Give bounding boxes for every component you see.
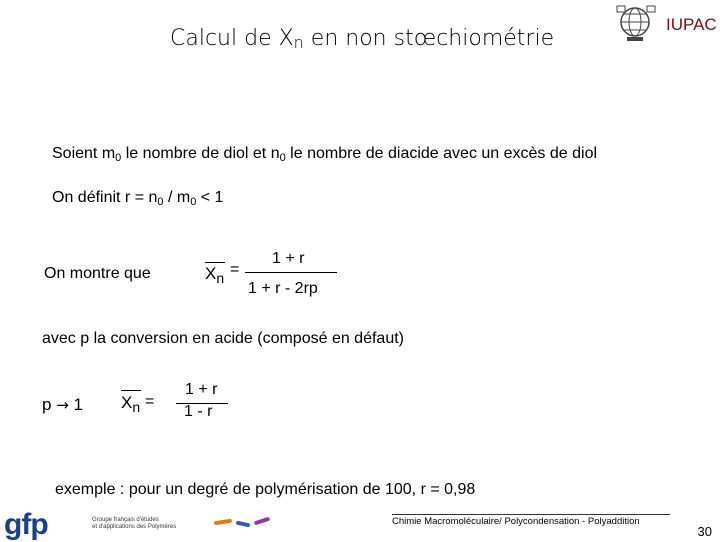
equation-2-numerator: 1 + r: [185, 381, 218, 398]
equation-1-lhs: $X_n$: [205, 264, 225, 286]
equation-1-denominator: 1 + r - 2rp: [248, 280, 318, 297]
slide-title: [170, 26, 554, 52]
equation-1-numerator: 1 + r: [272, 250, 305, 267]
equation-1-equals: =: [230, 261, 240, 278]
equation-2-equals: =: [145, 393, 155, 410]
equation-2-denominator: 1 - r: [184, 403, 213, 420]
definition-line-2: On définit $r = n_0 / m_0 < 1$: [52, 189, 224, 208]
decorative-dash-orange: [214, 519, 232, 525]
example-line: exemple : pour un degré de polymérisation de 100, r = 0,98: [55, 481, 476, 498]
conversion-note: avec p la conversion en acide (composé en défaut): [42, 330, 404, 347]
page-number: 30: [697, 524, 712, 539]
limit-expression: p → 1: [42, 395, 83, 414]
gfp-logo: gfp: [4, 508, 48, 541]
decorative-dash-purple: [254, 517, 270, 526]
equation-1-fraction-bar: [245, 272, 337, 273]
title-main: Calcul de X: [170, 26, 294, 51]
arrow-icon: →: [56, 396, 69, 414]
iupac-globe-icon: [615, 4, 659, 44]
gfp-logo-caption: Groupe français d'études et d'applications des Polymères: [92, 517, 177, 530]
xn-overline-2: [121, 390, 141, 391]
title-rest: en non stœchiométrie: [303, 26, 555, 51]
xn-overline-1: [205, 262, 225, 263]
course-title: Chimie Macromoléculaire/ Polycondensation - Polyaddition: [392, 516, 640, 527]
statement-label: On montre que: [44, 265, 151, 282]
footer-divider: [392, 514, 670, 515]
definition-line-1: Soient $m_0$ le nombre de diol et $n_0$ le nombre de diacide avec un excès de diol: [52, 145, 598, 164]
decorative-dash-blue: [236, 521, 251, 528]
title-subscript: n: [293, 33, 304, 52]
iupac-label: IUPAC: [666, 15, 717, 34]
equation-2-lhs: $X_n$: [121, 393, 141, 415]
